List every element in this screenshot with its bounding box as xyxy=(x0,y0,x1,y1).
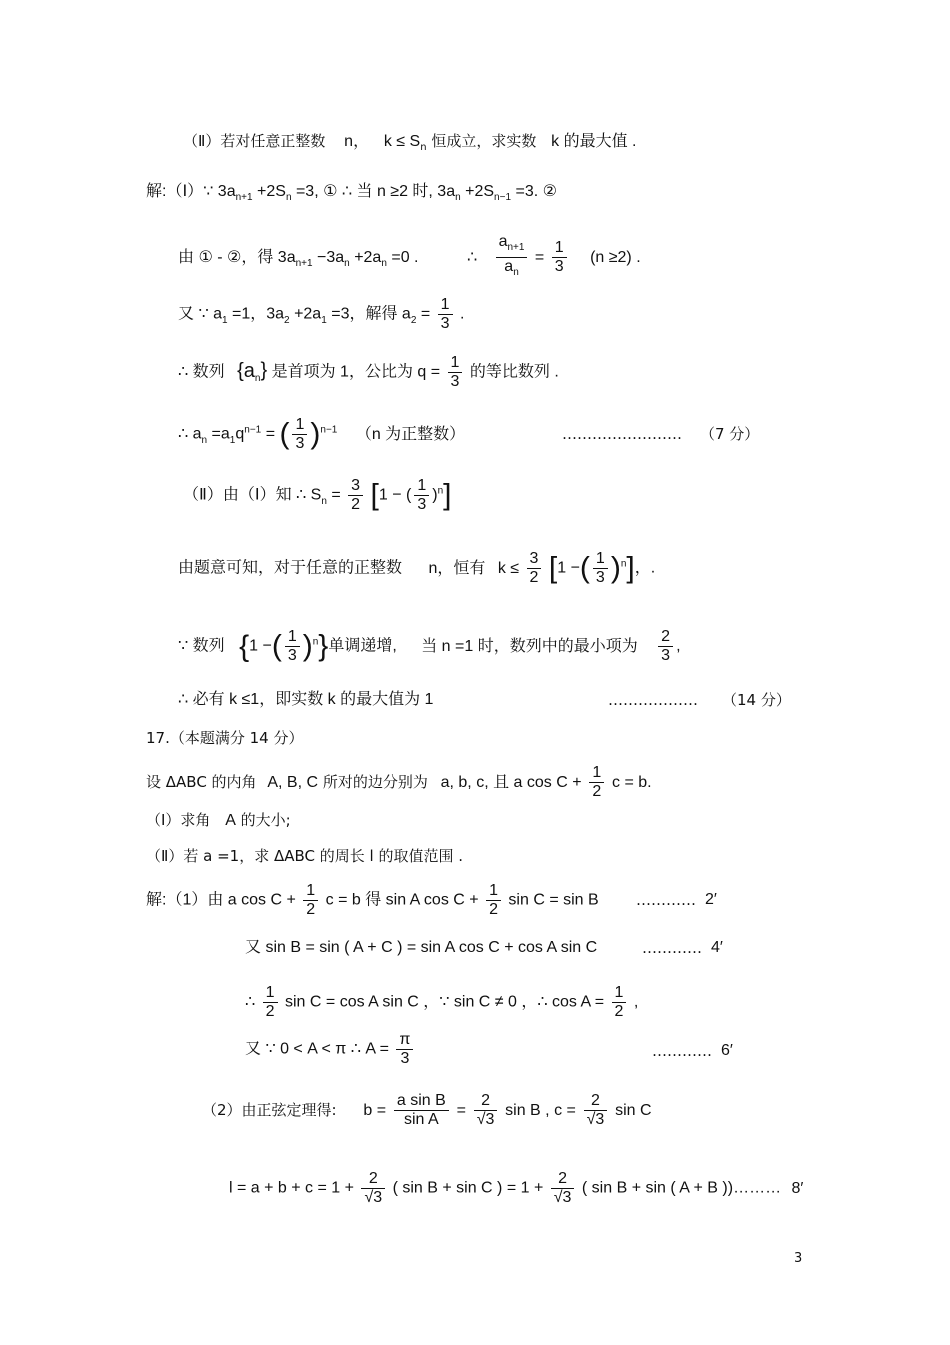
bracket: ] xyxy=(443,478,452,512)
solution-line-4 xyxy=(178,354,559,391)
math: =3, ① ∴ 当 n ≥2 时, 3a xyxy=(295,183,456,200)
leader-dots: ………… xyxy=(642,939,702,957)
superscript: n−1 xyxy=(320,424,338,436)
problem-17-statement xyxy=(146,764,652,801)
math: 1 − xyxy=(249,637,272,655)
denominator: 2 xyxy=(592,783,602,800)
math: +2a xyxy=(294,305,322,323)
math: ( sin B + sin ( A + B )) xyxy=(581,1179,734,1197)
numerator: 1 xyxy=(448,354,463,373)
numerator: a xyxy=(498,233,508,250)
numerator: 2 xyxy=(551,1170,575,1189)
text: ，. xyxy=(634,559,656,577)
numerator: 1 xyxy=(292,416,307,435)
therefore: ∴ xyxy=(245,993,256,1011)
solution-line-1 xyxy=(146,182,557,208)
leader-dots: ……… xyxy=(733,1179,782,1197)
math: q xyxy=(235,425,245,443)
subscript: 2 xyxy=(284,314,290,326)
numerator: 1 xyxy=(552,239,567,258)
subscript: 1 xyxy=(221,314,228,326)
solution-part-2-conclusion xyxy=(178,690,433,710)
fraction xyxy=(396,1031,413,1068)
subscript: n+1 xyxy=(295,258,313,270)
math: =3. ② xyxy=(515,183,557,200)
text: 所对的边分别为 xyxy=(322,773,428,791)
math: −3a xyxy=(317,248,345,266)
fraction xyxy=(612,984,627,1021)
denominator: 2 xyxy=(351,496,361,513)
therefore: ∴ xyxy=(466,248,478,266)
denominator: 3 xyxy=(661,647,671,664)
numerator: 1 xyxy=(612,984,627,1003)
text: 的等比数列 . xyxy=(469,363,559,381)
fraction xyxy=(593,550,608,587)
subscript: 2 xyxy=(410,314,417,326)
fraction xyxy=(263,984,278,1021)
bracket: [ xyxy=(548,551,558,585)
score-8: 8′ xyxy=(791,1179,804,1197)
math: k ≤ xyxy=(497,559,520,577)
numerator: 3 xyxy=(527,550,542,569)
superscript: n xyxy=(437,485,444,497)
leader-dots: ……………… xyxy=(608,691,698,709)
denominator: 3 xyxy=(400,1050,410,1067)
text: 恒成立，求实数 xyxy=(431,132,537,150)
math: sin C = sin B xyxy=(508,891,599,909)
text: （Ⅰ）求角 xyxy=(146,811,211,829)
math: A, B, C xyxy=(267,774,319,791)
text: 是首项为 1，公比为 q = xyxy=(271,363,441,381)
subscript: n xyxy=(420,142,427,153)
denominator: √3 xyxy=(553,1189,572,1206)
text: , xyxy=(676,637,681,655)
text: 又 ∵ a xyxy=(178,305,222,323)
fraction xyxy=(584,1092,608,1129)
text: ∴ 数列 xyxy=(178,363,225,381)
math: 又 ∵ 0 < A < π ∴ A = xyxy=(245,1040,389,1058)
fraction xyxy=(292,416,307,453)
denominator: sin A xyxy=(403,1111,439,1128)
subscript: n xyxy=(285,192,292,204)
text: 的大小; xyxy=(240,811,291,829)
denominator: √3 xyxy=(364,1189,383,1206)
subscript: n+1 xyxy=(507,242,525,254)
math: = xyxy=(456,1102,466,1119)
numerator: a sin B xyxy=(394,1092,449,1111)
bracket: ] xyxy=(626,551,635,585)
denominator: 3 xyxy=(295,435,305,452)
fraction xyxy=(303,882,318,919)
numerator: 1 xyxy=(589,764,604,783)
paren: ) xyxy=(610,551,621,585)
subscript: n xyxy=(254,372,261,384)
math: b = xyxy=(363,1102,387,1119)
superscript: n−1 xyxy=(244,424,262,436)
p17-solution-line-4 xyxy=(245,1031,416,1068)
fraction xyxy=(527,550,542,587)
numerator: 1 xyxy=(285,628,300,647)
text: ∴ 必有 k ≤1，即实数 k 的最大值为 1 xyxy=(178,691,434,708)
text: =3，解得 a xyxy=(331,305,411,323)
math: l = a + b + c = 1 + xyxy=(229,1179,354,1197)
text: 解:（Ⅰ）∵ 3a xyxy=(146,183,236,200)
leader-dots: ………… xyxy=(636,891,696,909)
p17-solution-line-2: 又 sin B = sin ( A + C ) = sin A cos C + cos A sin C xyxy=(245,939,598,956)
leader-dots: …………………… xyxy=(562,425,682,443)
subscript: 1 xyxy=(321,314,327,326)
denominator: 2 xyxy=(614,1003,624,1020)
superscript: n xyxy=(620,558,627,570)
subscript: n xyxy=(321,495,327,507)
fraction xyxy=(448,354,463,391)
math: c = b. xyxy=(612,774,652,791)
text: ∵ 数列 xyxy=(178,637,225,655)
fraction xyxy=(361,1170,385,1207)
math: A xyxy=(225,812,236,829)
subscript: 1 xyxy=(229,434,236,446)
question-part-2-text xyxy=(183,131,636,158)
math: ) xyxy=(432,486,438,504)
fraction xyxy=(394,1092,449,1129)
score-6: 6′ xyxy=(721,1042,733,1059)
brace: } xyxy=(260,359,268,382)
math: +2a xyxy=(354,248,382,266)
subscript: n xyxy=(455,192,461,204)
text: 由 ① - ②，得 3a xyxy=(178,248,296,266)
denominator: 2 xyxy=(265,1003,275,1020)
fraction xyxy=(658,628,673,665)
math: sin C = cos A sin C ，∵ sin C ≠ 0 ，∴ cos A = xyxy=(285,993,605,1011)
math: (n ≥2) . xyxy=(590,248,641,266)
score-7: （7 分） xyxy=(700,425,760,443)
fraction xyxy=(496,233,528,282)
text: n，恒有 xyxy=(428,559,486,577)
paren: ) xyxy=(310,417,321,451)
p17-solution-line-3 xyxy=(245,984,638,1021)
brace: } xyxy=(318,629,329,663)
text: 设 ΔABC 的内角 xyxy=(146,773,257,791)
text: （2）由正弦定理得: xyxy=(202,1101,337,1119)
math: c = b 得 sin A cos C + xyxy=(325,891,479,909)
math: sin C xyxy=(615,1102,652,1119)
denominator: 3 xyxy=(417,496,427,513)
math: 解:（1）由 a cos C + xyxy=(146,891,296,909)
fraction xyxy=(438,296,453,333)
math: =0 . xyxy=(391,248,419,266)
denominator: 3 xyxy=(440,315,450,332)
subscript: n+1 xyxy=(235,192,253,204)
numerator: π xyxy=(396,1031,413,1050)
solution-line-5 xyxy=(178,416,465,453)
bracket: [ xyxy=(370,478,379,512)
numerator: 1 xyxy=(486,882,501,901)
denominator: 2 xyxy=(489,901,498,918)
fraction xyxy=(486,882,501,919)
fraction xyxy=(589,764,604,801)
fraction xyxy=(474,1092,498,1129)
solution-part-2-line-1 xyxy=(183,477,451,514)
math: =1，3a xyxy=(232,305,285,323)
text: n， xyxy=(344,133,370,150)
fraction xyxy=(552,239,567,276)
denominator: √3 xyxy=(586,1111,605,1128)
denominator: 2 xyxy=(529,569,539,586)
subscript: n xyxy=(201,434,208,446)
denominator: 3 xyxy=(287,647,297,664)
math: = xyxy=(534,248,545,266)
paren: ( xyxy=(271,629,282,663)
math: a, b, c, 且 a cos C + xyxy=(440,774,582,791)
math: 1 − xyxy=(557,559,580,577)
numerator: 2 xyxy=(474,1092,498,1111)
p17-solution-part-2-line-1 xyxy=(202,1092,652,1129)
subscript: n xyxy=(381,258,387,270)
problem-17-part-2: （Ⅱ）若 a =1，求 ΔABC 的周长 l 的取值范围 . xyxy=(146,847,464,865)
math: 1 − ( xyxy=(378,486,412,504)
subscript: n xyxy=(344,258,350,270)
text: （Ⅱ）由（Ⅰ）知 ∴ S xyxy=(183,486,322,504)
math: sin B , c = xyxy=(505,1102,576,1119)
fraction xyxy=(414,477,429,514)
superscript: n xyxy=(312,636,319,648)
brace: {a xyxy=(237,359,255,382)
fraction xyxy=(551,1170,575,1207)
paren: ) xyxy=(302,629,313,663)
denominator: 3 xyxy=(554,258,564,276)
numerator: 1 xyxy=(303,882,318,901)
numerator: 1 xyxy=(414,477,429,496)
text: 当 n =1 时，数列中的最小项为 xyxy=(421,637,638,655)
numerator: 1 xyxy=(263,984,278,1003)
text: （Ⅱ）若对任意正整数 xyxy=(183,132,326,150)
score-2: 2′ xyxy=(705,891,717,908)
numerator: 3 xyxy=(348,477,363,496)
solution-line-3 xyxy=(178,296,464,333)
p17-solution-line-1 xyxy=(146,882,599,919)
problem-17-heading: 17.（本题满分 14 分） xyxy=(146,729,304,747)
numerator: 1 xyxy=(593,550,608,569)
solution-line-2 xyxy=(178,233,641,282)
text: （n 为正整数） xyxy=(355,425,466,443)
numerator: 2 xyxy=(658,628,673,647)
math: +2S xyxy=(465,183,495,200)
denominator: a xyxy=(504,258,514,276)
paren: ( xyxy=(279,417,290,451)
fraction xyxy=(285,628,300,665)
p17-solution-part-2-line-2 xyxy=(229,1170,803,1207)
paren: ( xyxy=(579,551,590,585)
text: 单调递增, xyxy=(328,637,397,655)
leader-dots: ………… xyxy=(652,1042,712,1060)
solution-part-2-line-3 xyxy=(178,628,681,665)
score-14: （14 分） xyxy=(722,691,791,709)
math: +2S xyxy=(257,183,286,200)
score-4: 4′ xyxy=(711,939,723,956)
brace: { xyxy=(239,629,250,663)
numerator: 1 xyxy=(438,296,453,315)
math: . xyxy=(459,305,465,323)
math: ( sin B + sin C ) = 1 + xyxy=(392,1179,544,1197)
numerator: 2 xyxy=(584,1092,608,1111)
math: , xyxy=(633,993,639,1011)
problem-17-part-1 xyxy=(146,810,291,831)
page-number: 3 xyxy=(794,1251,803,1266)
solution-part-2-line-2 xyxy=(178,550,655,587)
denominator: √3 xyxy=(476,1111,495,1128)
math: = xyxy=(420,305,431,323)
text: 由题意可知，对于任意的正整数 xyxy=(178,559,403,577)
math: k ≤ S xyxy=(383,133,421,150)
denominator: 3 xyxy=(595,569,605,586)
text: ∴ a xyxy=(178,425,202,443)
math: =a xyxy=(211,425,230,443)
math: = xyxy=(265,425,276,443)
denominator: 2 xyxy=(306,901,316,918)
numerator: 2 xyxy=(361,1170,385,1189)
math: = xyxy=(331,486,341,504)
fraction xyxy=(348,477,363,514)
subscript: n xyxy=(513,267,519,279)
denominator: 3 xyxy=(450,373,460,390)
text: k 的最大值 . xyxy=(551,133,637,150)
subscript: n−1 xyxy=(494,192,512,204)
